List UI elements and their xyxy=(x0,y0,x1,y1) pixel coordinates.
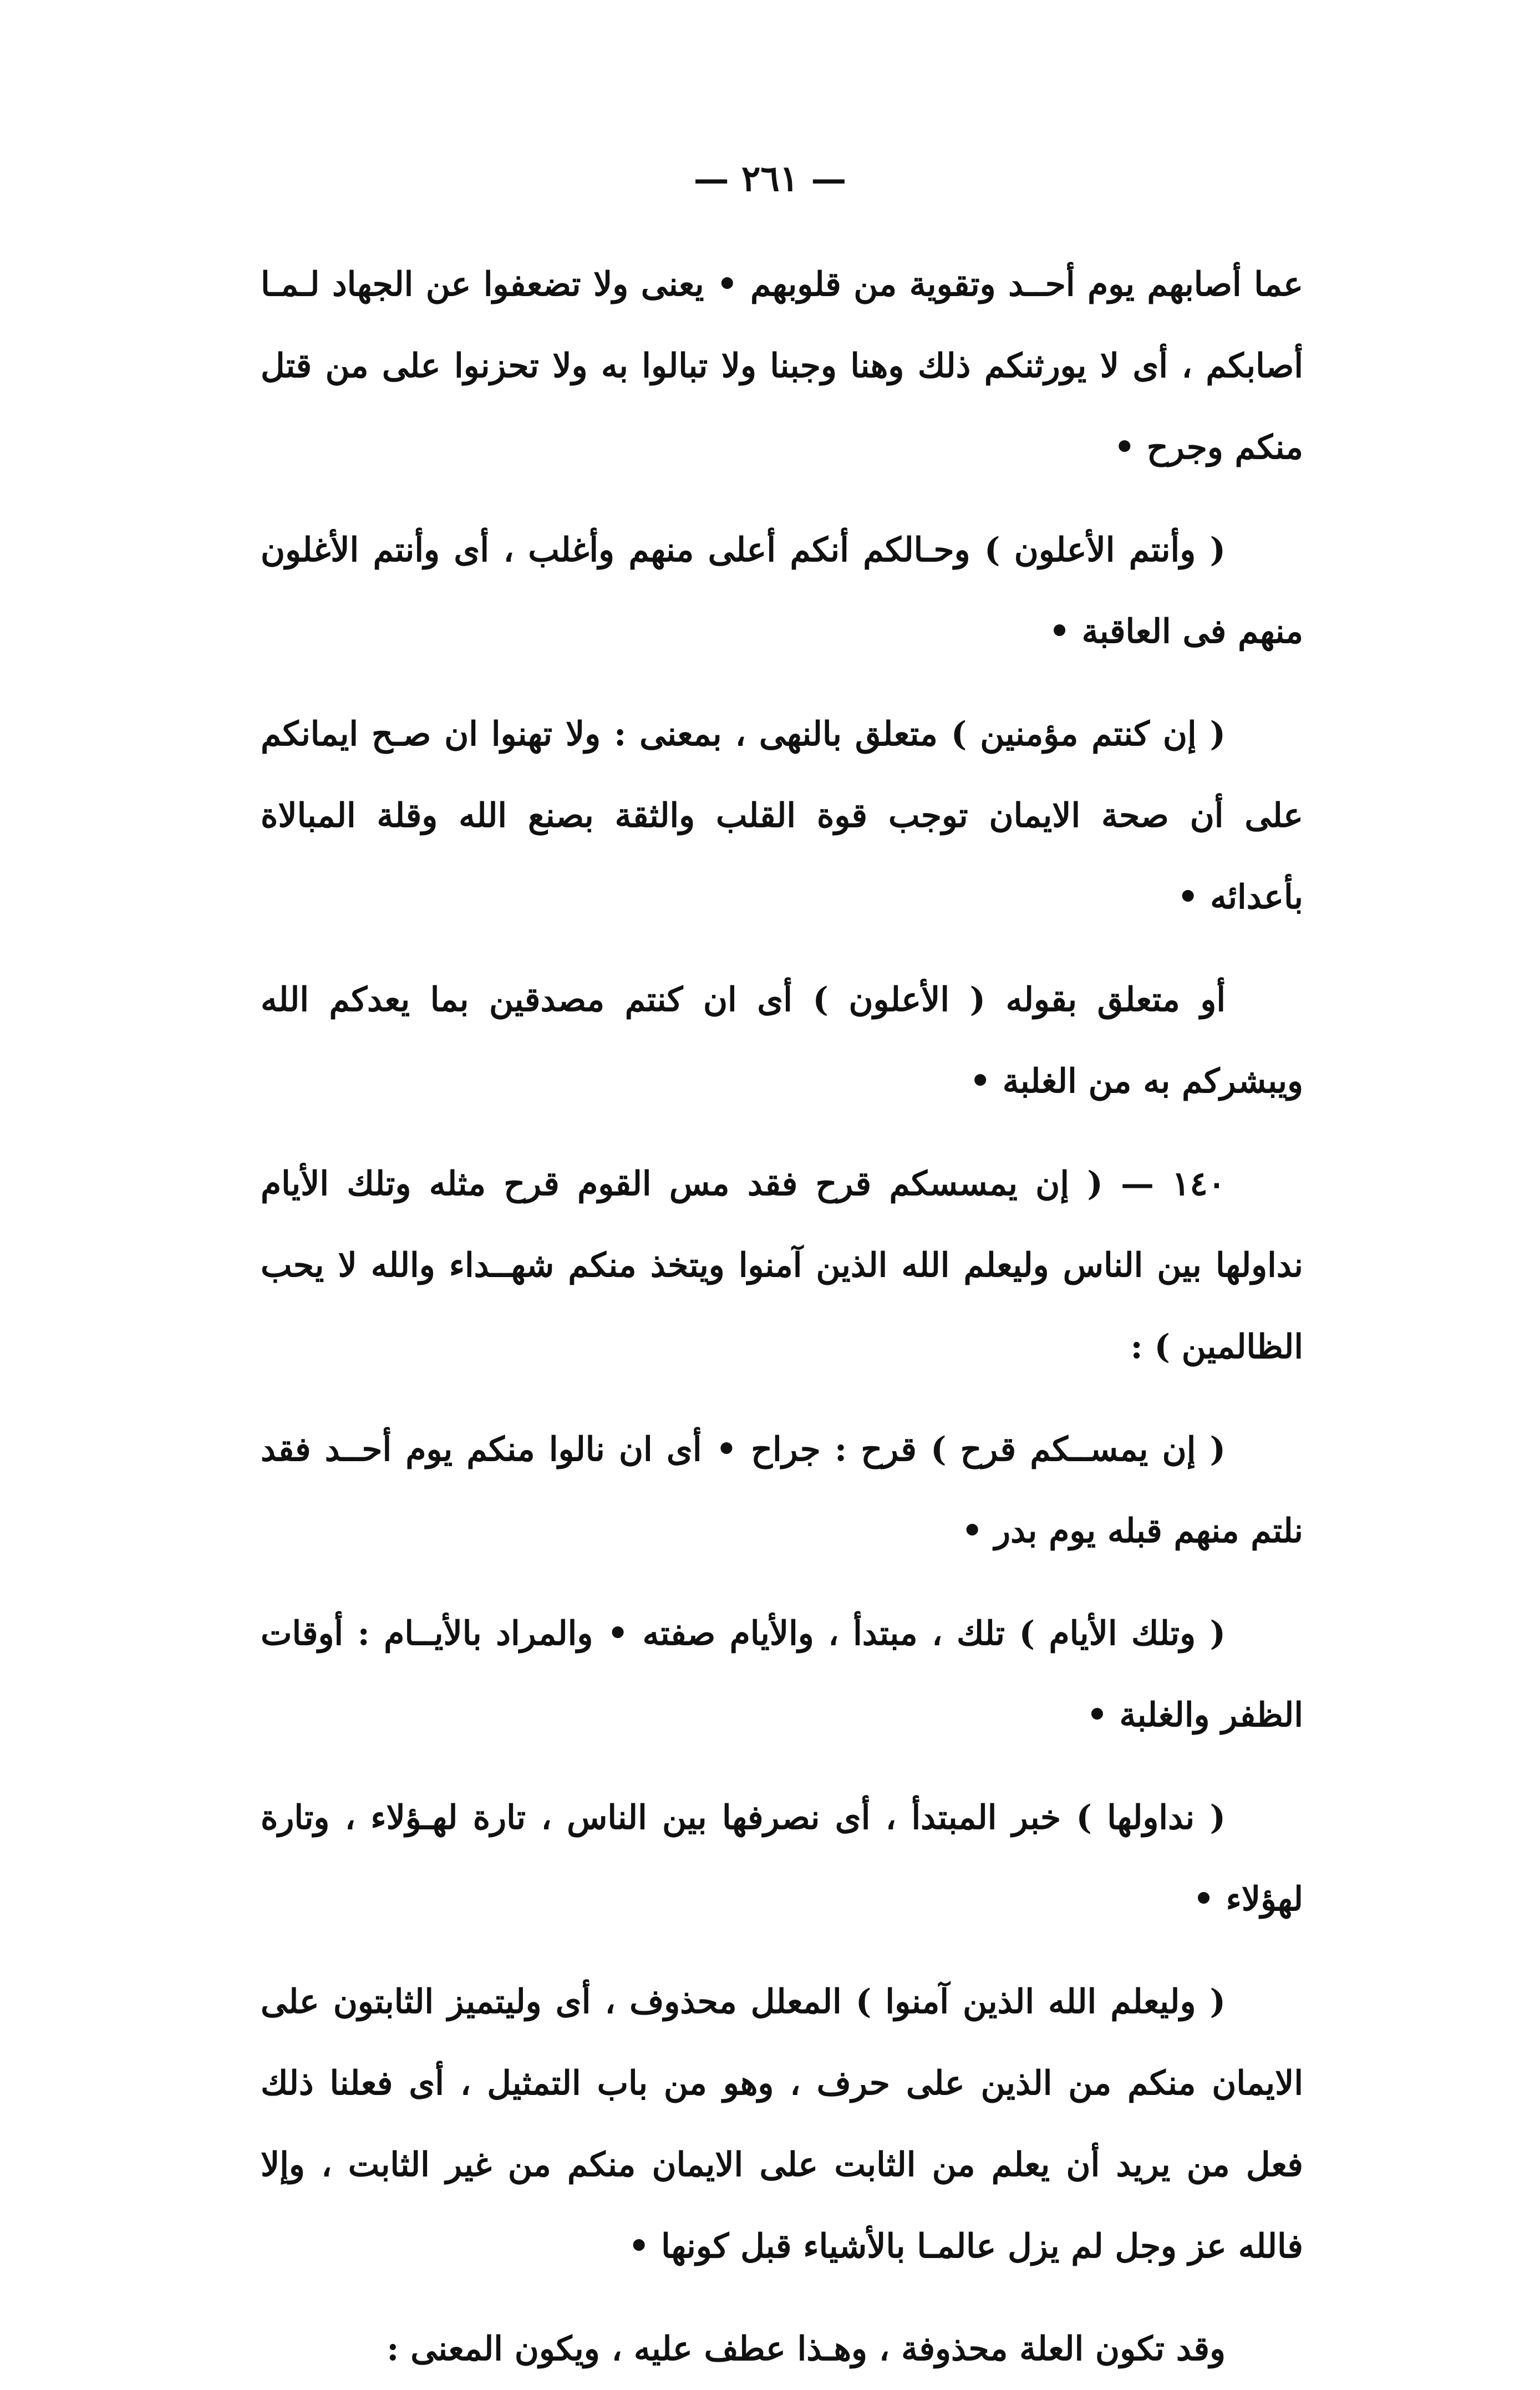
paragraph-10: وقد تكون العلة محذوفة ، وهـذا عطف عليه ، ويكون المعنى : xyxy=(387,2330,1226,2368)
paragraph-4: أو متعلق بقوله ( الأعلون ) أى ان كنتم مصدقين بما يعدكم الله ويبشركم به من الغلبة • xyxy=(261,980,1303,1101)
paragraph-3: ( إن كنتم مؤمنين ) متعلق بالنهى ، بمعنى : ولا تهنوا ان صـح ايمانكم على أن صحة الايمان توجب قوة القلب والثقة بصنع الله وقلة المبالاة بأعدائه • xyxy=(261,715,1303,917)
paragraph-1: عما أصابهم يوم أحــد وتقوية من قلوبهم • يعنى ولا تضعفوا عن الجهاد لـمـا أصابكم ، أى لا يورثنكم ذلك وهنا وجبنا ولا تبالوا به ولا تحزنوا على من قتل منكم وجرح • xyxy=(261,265,1303,467)
page-number: — ٢٦١ — xyxy=(693,158,847,200)
paragraph-8: ( نداولها ) خبر المبتدأ ، أى نصرفها بين الناس ، تارة لهـؤلاء ، وتارة لهؤلاء • xyxy=(261,1798,1303,1919)
page-body xyxy=(261,244,1303,2390)
paragraph-9: ( وليعلم الله الذين آمنوا ) المعلل محذوف ، أى وليتميز الثابتون على الايمان منكم من الذين على حرف ، وهو من باب التمثيل ، أى فعلنا ذلك فعل من يريد أن يعلم من الثابت على الايمان منكم من غير الثابت ، وإلا فالله عز وجل لم يزل عالمـا بالأشياء قبل كونها • xyxy=(261,1982,1303,2266)
paragraph-7: ( وتلك الأيام ) تلك ، مبتدأ ، والأيام صفته • والمراد بالأيــام : أوقات الظفر والغلبة • xyxy=(261,1614,1303,1735)
paragraph-6: ( إن يمســكم قرح ) قرح : جراح • أى ان نالوا منكم يوم أحــد فقد نلتم منهم قبله يوم بدر • xyxy=(261,1430,1303,1550)
paragraph-2: ( وأنتم الأعلون ) وحـالكم أنكم أعلى منهم وأغلب ، أى وأنتم الأغلون منهم فى العاقبة • xyxy=(261,531,1303,651)
paragraph-5-verse-140: ١٤٠ — ( إن يمسسكم قرح فقد مس القوم قرح مثله وتلك الأيام نداولها بين الناس وليعلم الله الذين آمنوا ويتخذ منكم شهــداء والله لا يحب الظالمين ) : xyxy=(261,1165,1303,1366)
